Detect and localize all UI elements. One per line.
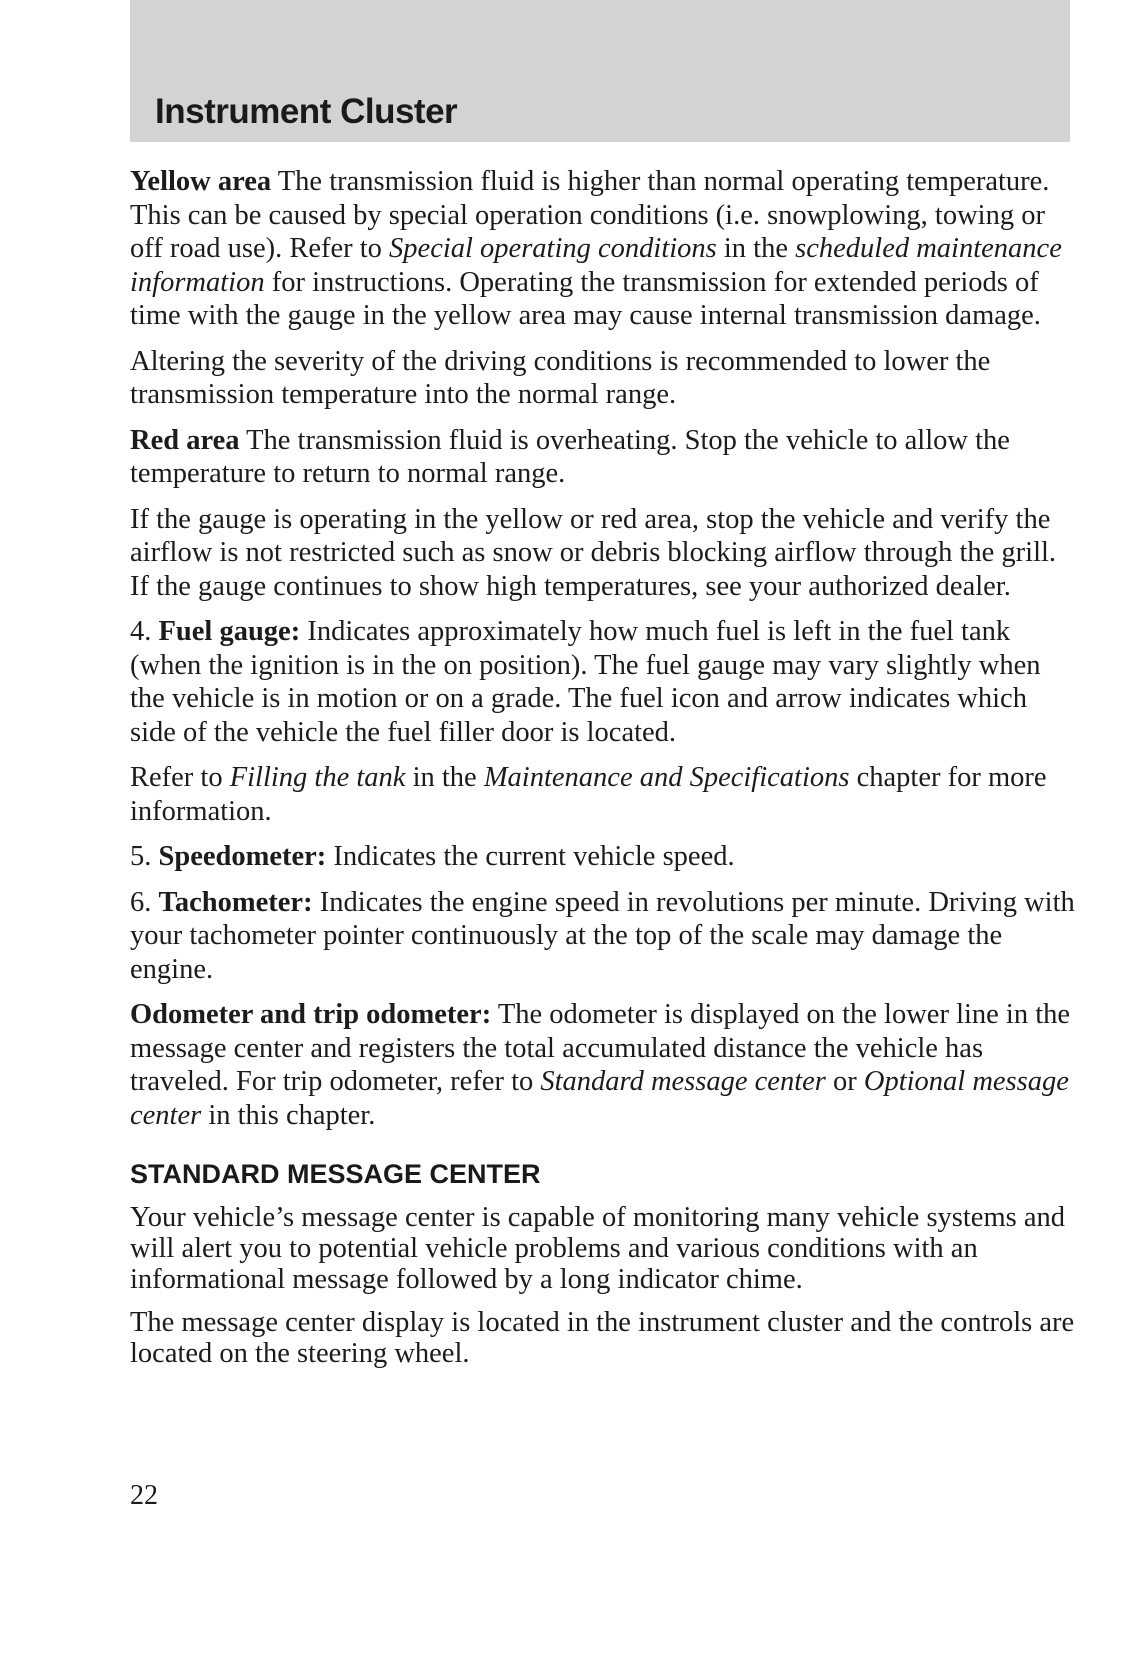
term-fuel-gauge: Fuel gauge: [158,616,301,647]
text: The odometer is displayed on the lower line in the message center and registers the total accumulated distance the vehicle has traveled. For trip odometer, refer to [130,999,1071,1097]
term-tachometer: Tachometer: [158,886,313,918]
page-number: 22 [130,1480,158,1511]
item-number: 5. [130,841,159,872]
paragraph-odometer [130,998,1075,1132]
ref-maintenance-specifications: Maintenance and Specifications [483,762,850,793]
text: Indicates approximately how much fuel is left in the fuel tank (when the ignition is in the on position). The fuel gauge may vary slightly when the vehicle is in motion or on a grade. The fuel icon and arrow indicates which side of the vehicle the fuel filler door is located. [130,616,1041,748]
term-odometer: Odometer and trip odometer: [130,999,492,1030]
item-number: 4. [130,616,159,647]
text: Refer to [130,762,230,793]
term-yellow-area: Yellow area [130,166,272,197]
term-speedometer: Speedometer: [158,841,327,872]
paragraph-altering: Altering the severity of the driving conditions is recommended to lower the transmission temperature into the normal range. [130,345,991,410]
chapter-title: Instrument Cluster [155,92,458,131]
term-red-area: Red area [130,424,240,456]
text: Indicates the engine speed in revolutions per minute. Driving with your tachometer pointer continuously at the top of the scale may damage the engine. [130,886,1075,985]
text: Indicates the current vehicle speed. [326,841,735,872]
text: for instructions. Operating the transmission for extended periods of time with the gauge in the yellow area may cause internal transmission damage. [130,266,1041,331]
text: in the [405,762,484,793]
paragraph-filling-tank-ref [130,761,1075,828]
paragraph-tachometer [130,886,1075,987]
paragraph-speedometer [130,840,1075,874]
section-heading: STANDARD MESSAGE CENTER [130,1159,541,1189]
text: in this chapter. [201,1099,376,1131]
paragraph-red-area [130,424,1075,491]
ref-scheduled-maintenance: scheduled maintenance information [130,233,1062,298]
paragraph-yellow-area [130,165,1075,333]
ref-special-operating-conditions: Special operating conditions [389,233,717,264]
item-number: 6. [130,886,159,918]
paragraph-fuel-gauge [130,615,1075,749]
paragraph-message-center-location: The message center display is located in the instrument cluster and the controls are located on the steering wheel. [130,1306,1075,1369]
paragraph-message-center-intro: Your vehicle’s message center is capable of monitoring many vehicle systems and will alert you to potential vehicle problems and various conditions with an informational message followed by a long indicator chime. [130,1201,1065,1295]
page-body [130,165,1075,1381]
text: chapter for more information. [130,762,1047,827]
text: The transmission fluid is overheating. Stop the vehicle to allow the temperature to return to normal range. [130,424,1010,489]
text: in the [716,233,796,264]
text: The transmission fluid is higher than normal operating temperature. This can be caused by special operation conditions (i.e. snowplowing, towing or off road use). Refer to [130,166,1050,264]
ref-standard-message-center: Standard message center [540,1066,826,1097]
text: or [825,1066,864,1097]
ref-filling-the-tank: Filling the tank [229,762,406,793]
ref-optional-message-center: Optional message center [130,1066,1069,1131]
paragraph-gauge-warning: If the gauge is operating in the yellow or red area, stop the vehicle and verify the airflow is not restricted such as snow or debris blocking airflow through the grill. If the gauge continues to show high temperatures, see your authorized dealer. [130,503,1057,602]
